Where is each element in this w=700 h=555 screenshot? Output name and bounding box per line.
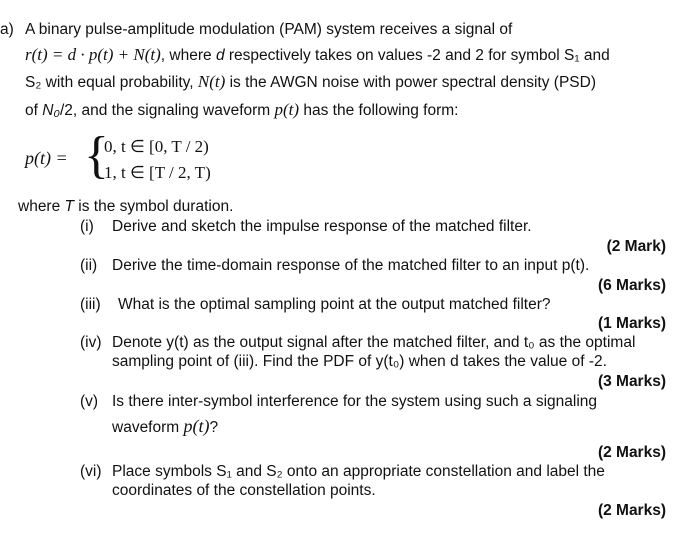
part-v-text-line-2 [112, 416, 218, 437]
part-v-marks: (2 Marks) [597, 444, 666, 461]
line4-text-c: has the following form: [299, 102, 459, 119]
question-line-2 [25, 45, 610, 65]
part-v-question-mark: ? [209, 419, 219, 436]
where-text-b: is the symbol duration. [74, 198, 234, 215]
part-ii-number: (ii) [80, 257, 98, 274]
symbol-T: T [64, 198, 74, 215]
question-line-3 [25, 72, 596, 92]
line2-text-b: respectively takes on values -2 and 2 for symbol S₁ and [224, 47, 610, 64]
question-line-1: A binary pulse-amplitude modulation (PAM) system receives a signal of [25, 21, 513, 38]
where-line [18, 198, 233, 216]
part-iv-text-line-2: sampling point of (iii). Find the PDF of y(t₀) when d takes the value of -2. [112, 353, 607, 370]
part-vi-number: (vi) [80, 463, 102, 480]
piecewise-lhs: p(t) = [25, 148, 68, 168]
part-i-text: Derive and sketch the impulse response of the matched filter. [112, 218, 532, 235]
part-i-number: (i) [80, 218, 94, 235]
part-v-waveform-symbol: p(t) [183, 416, 210, 436]
line4-text-a: of [25, 102, 43, 119]
piecewise-case-1: 0, t ∈ [0, T / 2) [104, 137, 209, 156]
line3-text-b: is the AWGN noise with power spectral density (PSD) [225, 74, 596, 91]
variable-d: d [215, 47, 225, 64]
part-iii-text: What is the optimal sampling point at the output matched filter? [118, 296, 551, 313]
part-v-number: (v) [80, 393, 99, 410]
where-text-a: where [18, 198, 65, 215]
signal-equation: r(t) = d · p(t) + N(t) [25, 45, 161, 64]
line4-text-b: /2, and the signaling waveform [59, 102, 275, 119]
part-ii-text: Derive the time-domain response of the matched filter to an input p(t). [112, 257, 590, 274]
part-vi-marks: (2 Marks) [597, 502, 666, 519]
part-iv-marks: (3 Marks) [597, 373, 666, 390]
part-v-waveform-word: waveform [112, 419, 180, 436]
line2-text-a: , where [160, 47, 216, 64]
question-label: a) [0, 21, 14, 38]
part-iv-text-line-1: Denote y(t) as the output signal after the matched filter, and t₀ as the optimal [112, 334, 636, 351]
noise-symbol: N(t) [197, 72, 226, 91]
part-v-text-line-1: Is there inter-symbol interference for the system using such a signaling [112, 393, 598, 410]
piecewise-case-2: 1, t ∈ [T / 2, T) [104, 163, 211, 182]
noise-psd-symbol: N₀ [42, 102, 60, 119]
left-brace-icon: { [84, 127, 109, 184]
part-iii-number: (iii) [80, 296, 101, 313]
part-ii-marks: (6 Marks) [597, 277, 666, 294]
waveform-symbol: p(t) [274, 100, 300, 119]
part-iii-marks: (1 Marks) [597, 315, 666, 332]
question-line-4 [25, 100, 458, 120]
line3-text-a: S₂ with equal probability, [25, 74, 198, 91]
part-i-marks: (2 Mark) [606, 238, 666, 255]
part-vi-text-line-2: coordinates of the constellation points. [112, 482, 376, 499]
part-vi-text-line-1: Place symbols S₁ and S₂ onto an appropriate constellation and label the [112, 463, 605, 480]
part-iv-number: (iv) [80, 334, 102, 351]
